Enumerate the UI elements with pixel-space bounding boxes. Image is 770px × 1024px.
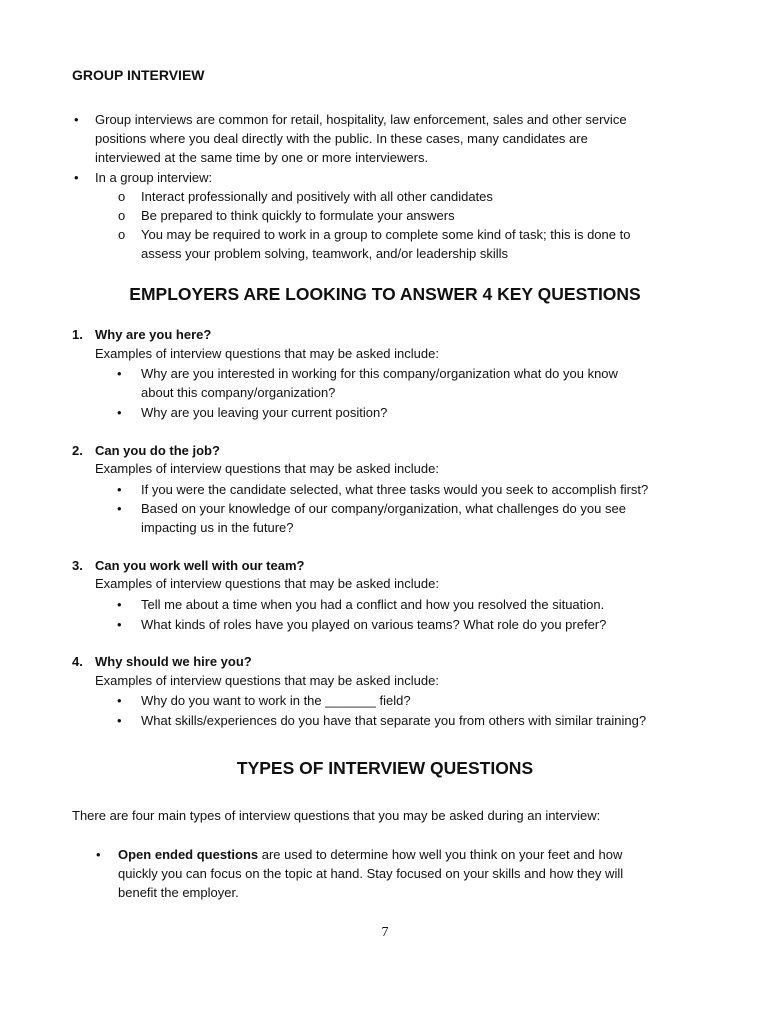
list-item: Based on your knowledge of our company/organization, what challenges do you see (141, 501, 626, 516)
list-item: Interact professionally and positively with all other candidates (141, 189, 493, 204)
bullet-icon: • (117, 366, 122, 381)
list-item: Why do you want to work in the _______ field? (141, 693, 411, 708)
list-item: Why are you interested in working for this company/organization what do you know (141, 366, 618, 381)
paragraph-line: There are four main types of interview questions that you may be asked during an interview: (72, 808, 601, 823)
bullet-icon: • (117, 405, 122, 420)
question-heading: Can you do the job? (95, 443, 220, 458)
list-item: If you were the candidate selected, what three tasks would you seek to accomplish first? (141, 482, 649, 497)
list-item: impacting us in the future? (141, 520, 294, 535)
paragraph-line: benefit the employer. (118, 885, 239, 900)
section-heading-group-interview: GROUP INTERVIEW (72, 67, 205, 83)
question-number: 4. (72, 654, 83, 669)
bullet-icon: • (117, 501, 122, 516)
list-item: What kinds of roles have you played on various teams? What role do you prefer? (141, 617, 607, 632)
section-heading-types: TYPES OF INTERVIEW QUESTIONS (236, 758, 534, 778)
page-number: 7 (381, 925, 389, 940)
paragraph-line: In a group interview: (95, 170, 213, 185)
list-item: Why are you leaving your current position? (141, 405, 388, 420)
list-item: You may be required to work in a group to complete some kind of task; this is done to (141, 227, 631, 242)
list-item: Tell me about a time when you had a conflict and how you resolved the situation. (141, 597, 605, 612)
bullet-icon: • (74, 112, 79, 127)
circle-bullet-icon: o (118, 189, 126, 204)
question-heading: Why should we hire you? (95, 654, 252, 669)
bullet-icon: • (117, 713, 122, 728)
bullet-icon: • (117, 597, 122, 612)
bullet-icon: • (117, 482, 122, 497)
bullet-icon: • (96, 847, 101, 862)
question-number: 1. (72, 327, 83, 342)
term-definition: are used to determine how well you think on your feet and how (258, 847, 623, 862)
bullet-icon: • (117, 693, 122, 708)
list-item: assess your problem solving, teamwork, and/or leadership skills (141, 246, 509, 261)
circle-bullet-icon: o (118, 227, 126, 242)
question-intro: Examples of interview questions that may be asked include: (95, 576, 439, 591)
term-open-ended: Open ended questions (118, 847, 259, 862)
question-number: 3. (72, 558, 83, 573)
question-heading: Why are you here? (95, 327, 212, 342)
list-item: What skills/experiences do you have that separate you from others with similar training? (141, 713, 647, 728)
paragraph-line: Group interviews are common for retail, hospitality, law enforcement, sales and other service (95, 112, 627, 127)
bullet-icon: • (117, 617, 122, 632)
paragraph-line (118, 845, 622, 864)
circle-bullet-icon: o (118, 208, 126, 223)
question-heading: Can you work well with our team? (95, 558, 305, 573)
question-intro: Examples of interview questions that may be asked include: (95, 461, 439, 476)
list-item: about this company/organization? (141, 385, 336, 400)
paragraph-line: interviewed at the same time by one or more interviewers. (95, 150, 429, 165)
paragraph-line: positions where you deal directly with the public. In these cases, many candidates are (95, 131, 588, 146)
paragraph-line: quickly you can focus on the topic at hand. Stay focused on your skills and how they will (118, 866, 624, 881)
question-number: 2. (72, 443, 83, 458)
question-intro: Examples of interview questions that may be asked include: (95, 673, 439, 688)
section-heading-key-questions: EMPLOYERS ARE LOOKING TO ANSWER 4 KEY QUESTIONS (129, 284, 641, 304)
bullet-icon: • (74, 170, 79, 185)
list-item: Be prepared to think quickly to formulate your answers (141, 208, 455, 223)
question-intro: Examples of interview questions that may be asked include: (95, 346, 439, 361)
